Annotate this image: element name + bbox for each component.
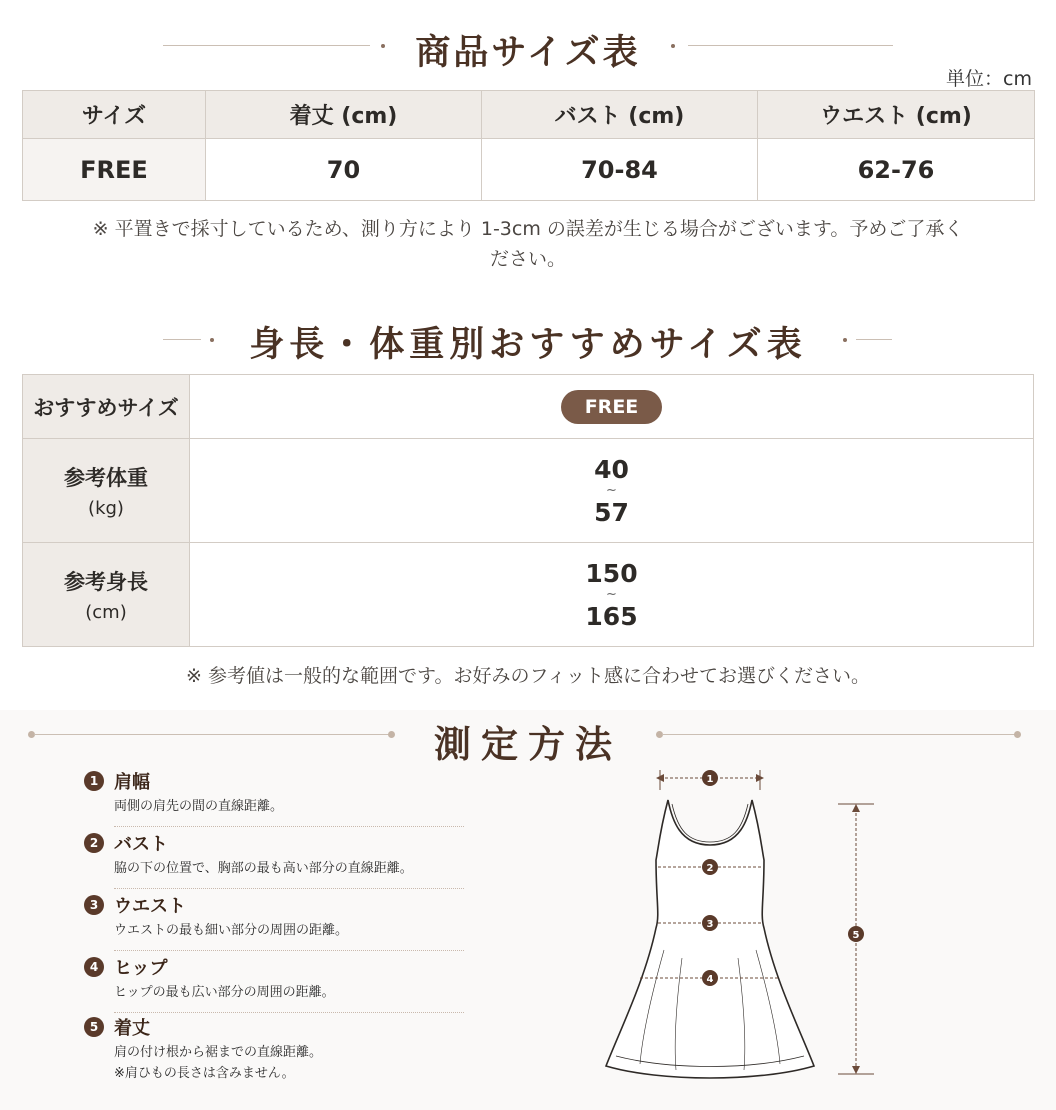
number-badge: 5 [84, 1017, 104, 1037]
size-table-header [23, 91, 1035, 139]
svg-text:3: 3 [706, 919, 714, 930]
height-min: 150 [585, 558, 638, 588]
weight-label-cell [23, 439, 190, 543]
divider [114, 950, 464, 951]
height-max: 165 [585, 601, 638, 631]
heading-rule-right [856, 339, 892, 340]
weight-min: 40 [594, 454, 629, 484]
measure-item-desc: ウエストの最も細い部分の周囲の距離。 [114, 923, 349, 938]
measure-item-desc-note: ※肩ひもの長さは含みません。 [114, 1066, 295, 1081]
measure-item-desc: 脇の下の位置で、胸部の最も高い部分の直線距離。 [114, 861, 413, 876]
height-value-cell [190, 543, 1034, 647]
table-row [23, 375, 1034, 439]
measure-item-desc: 両側の肩先の間の直線距離。 [114, 799, 284, 814]
recommend-size-cell [190, 375, 1034, 439]
number-badge: 4 [84, 957, 104, 977]
height-unit: (cm) [85, 602, 127, 623]
divider [114, 888, 464, 889]
divider [114, 826, 464, 827]
range-tilde: ~ [606, 586, 617, 602]
size-cell: FREE [23, 139, 206, 201]
unit-label: 単位：cm [946, 68, 1032, 90]
measure-item-title: バスト [114, 834, 168, 855]
svg-text:1: 1 [706, 774, 714, 785]
size-pill: FREE [561, 390, 663, 424]
heading-dot [843, 338, 847, 342]
number-badge: 1 [84, 771, 104, 791]
header-cell: サイズ [23, 91, 206, 139]
recommend-size-label: おすすめサイズ [23, 375, 190, 439]
weight-value-cell [190, 439, 1034, 543]
measure-item-title: 着丈 [114, 1018, 150, 1039]
size-note-line2: ださい。 [489, 248, 566, 270]
weight-max: 57 [594, 497, 629, 527]
waist-cell: 62-76 [758, 139, 1035, 201]
weight-unit: (kg) [88, 498, 124, 519]
header-cell: バスト (cm) [482, 91, 758, 139]
height-label-cell [23, 543, 190, 647]
dress-diagram [590, 760, 890, 1090]
measure-item-desc: ヒップの最も広い部分の周囲の距離。 [114, 985, 335, 1000]
measure-title: 測定方法 [434, 722, 622, 766]
table-row [23, 543, 1034, 647]
header-cell: 着丈 (cm) [206, 91, 482, 139]
recommend-table [22, 374, 1034, 647]
heading-dot [1014, 731, 1021, 738]
weight-label: 参考体重 [64, 466, 148, 490]
table-row [23, 139, 1035, 201]
svg-text:5: 5 [852, 930, 860, 941]
number-badge: 2 [84, 833, 104, 853]
header-cell: ウエスト (cm) [758, 91, 1035, 139]
measure-item-title: 肩幅 [114, 772, 150, 793]
heading-dot [671, 44, 675, 48]
svg-text:4: 4 [706, 974, 714, 985]
size-note [30, 214, 1026, 274]
divider [114, 1012, 464, 1013]
size-table [22, 90, 1035, 201]
measure-item-desc-line: 肩の付け根から裾までの直線距離。 [114, 1045, 323, 1060]
measure-item-desc [114, 1042, 322, 1084]
length-cell: 70 [206, 139, 482, 201]
measure-item-title: ヒップ [114, 958, 168, 979]
size-chart-title: 商品サイズ表 [415, 32, 641, 73]
svg-text:2: 2 [706, 863, 714, 874]
number-badge: 3 [84, 895, 104, 915]
heading-rule-right [688, 45, 893, 46]
table-row [23, 439, 1034, 543]
height-label: 参考身長 [64, 570, 148, 594]
recommend-note: ※ 参考値は一般的な範囲です。お好みのフィット感に合わせてお選びください。 [186, 665, 870, 687]
heading-rule-right [662, 734, 1018, 735]
recommend-title: 身長・体重別おすすめサイズ表 [249, 324, 807, 365]
bust-cell: 70-84 [482, 139, 758, 201]
measure-item-title: ウエスト [114, 896, 186, 917]
range-tilde: ~ [606, 482, 617, 498]
size-note-line1: ※ 平置きで採寸しているため、測り方により 1-3cm の誤差が生じる場合がございます。予めご了承く [92, 218, 964, 240]
